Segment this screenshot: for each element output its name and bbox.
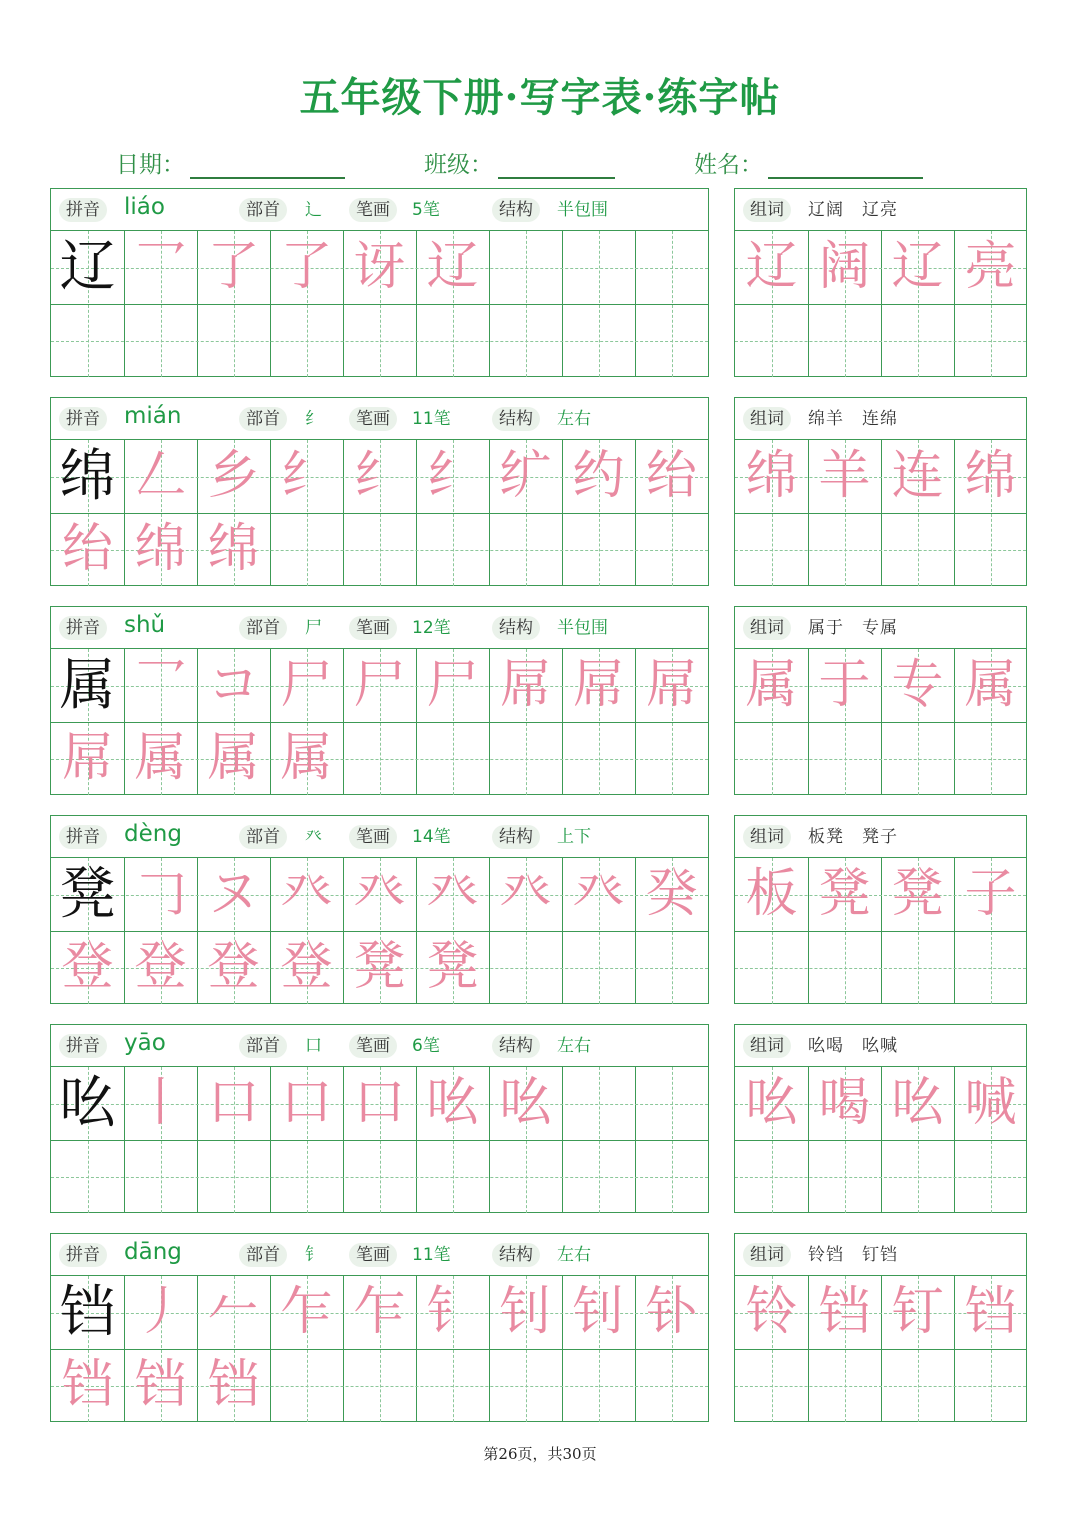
- stroke-step-character: 属: [134, 728, 187, 788]
- radical-value: 尸: [305, 618, 322, 638]
- char-practice-block: [50, 1233, 709, 1422]
- words-tag: 组词: [743, 616, 791, 640]
- strokes-tag: 笔画: [349, 407, 397, 431]
- stroke-step-character: 吆: [426, 1073, 479, 1133]
- grid-guide: [672, 231, 673, 377]
- stroke-step-character: 登: [61, 937, 114, 997]
- structure-value: 左右: [557, 409, 591, 429]
- stroke-step-character: 钅: [426, 1282, 479, 1342]
- word-writing-grid[interactable]: [735, 1276, 1026, 1421]
- stroke-step-character: 乍: [280, 1282, 333, 1342]
- word-practice-block: [734, 397, 1027, 586]
- word-practice-block: [734, 606, 1027, 795]
- stroke-step-character: 属: [207, 728, 260, 788]
- grid-guide: [735, 968, 1026, 969]
- strokes-value: 14笔: [412, 827, 451, 847]
- words-header: [735, 398, 1026, 440]
- stroke-step-character: 𠂉: [207, 1282, 260, 1342]
- structure-value: 左右: [557, 1245, 591, 1265]
- date-label: 日期：: [116, 152, 185, 178]
- word-writing-grid[interactable]: [735, 1067, 1026, 1212]
- class-field[interactable]: [424, 146, 493, 179]
- model-character: 吆: [59, 1071, 116, 1136]
- structure-tag: 结构: [492, 407, 540, 431]
- word-character: 铛: [964, 1282, 1017, 1342]
- radical-tag: 部首: [239, 616, 287, 640]
- stroke-step-character: 凳: [426, 937, 479, 997]
- stroke-step-character: 纟: [353, 446, 406, 506]
- name-line: [768, 177, 923, 179]
- model-character: 凳: [59, 862, 116, 927]
- structure-tag: 结构: [492, 1034, 540, 1058]
- word-writing-grid[interactable]: [735, 231, 1026, 376]
- words-tag: 组词: [743, 1243, 791, 1267]
- date-line: [190, 177, 345, 179]
- stroke-step-character: 𠃋: [134, 446, 187, 506]
- stroke-step-character: 钊: [572, 1282, 625, 1342]
- stroke-step-character: 凳: [353, 937, 406, 997]
- words-tag: 组词: [743, 407, 791, 431]
- word-character: 吆: [745, 1073, 798, 1133]
- stroke-step-character: 癶: [499, 864, 552, 924]
- stroke-step-character: 绵: [207, 519, 260, 579]
- word-character: 属: [745, 655, 798, 715]
- model-character: 辽: [59, 235, 116, 300]
- page-title: 五年级下册·写字表·练字帖: [299, 74, 781, 121]
- char-practice-block: [50, 397, 709, 586]
- char-practice-block: [50, 815, 709, 1004]
- word-character: 喝: [818, 1073, 871, 1133]
- pinyin-tag: 拼音: [59, 1034, 107, 1058]
- grid-guide: [735, 341, 1026, 342]
- word-character: 凳: [891, 864, 944, 924]
- pinyin-value: liáo: [124, 194, 165, 220]
- word-character: 子: [964, 864, 1017, 924]
- date-field[interactable]: [116, 146, 185, 179]
- stroke-step-character: 𠃌: [134, 864, 187, 924]
- stroke-step-character: 属: [280, 728, 333, 788]
- grid-guide: [599, 231, 600, 377]
- words-value: 吆喝 吆喊: [808, 1036, 898, 1056]
- pinyin-tag: 拼音: [59, 407, 107, 431]
- strokes-value: 11笔: [412, 409, 451, 429]
- pinyin-value: dāng: [124, 1239, 182, 1265]
- words-header: [735, 189, 1026, 231]
- stroke-step-character: 丿: [134, 1282, 187, 1342]
- stroke-step-character: 口: [280, 1073, 333, 1133]
- stroke-step-character: 口: [207, 1073, 260, 1133]
- pinyin-tag: 拼音: [59, 825, 107, 849]
- word-practice-block: [734, 188, 1027, 377]
- stroke-step-character: 屌: [645, 655, 698, 715]
- stroke-step-character: 钊: [499, 1282, 552, 1342]
- char-practice-block: [50, 1024, 709, 1213]
- radical-tag: 部首: [239, 198, 287, 222]
- word-character: 专: [891, 655, 944, 715]
- strokes-tag: 笔画: [349, 616, 397, 640]
- grid-line: [562, 231, 563, 377]
- stroke-step-character: 乛: [134, 655, 187, 715]
- model-character: 铛: [59, 1280, 116, 1345]
- char-info-header: [51, 607, 708, 649]
- strokes-tag: 笔画: [349, 198, 397, 222]
- stroke-step-character: 钋: [645, 1282, 698, 1342]
- stroke-step-character: 绵: [134, 519, 187, 579]
- strokes-tag: 笔画: [349, 1243, 397, 1267]
- stroke-step-character: 了: [280, 237, 333, 297]
- class-label: 班级：: [424, 152, 493, 178]
- char-info-header: [51, 1234, 708, 1276]
- class-line: [498, 177, 615, 179]
- char-info-header: [51, 189, 708, 231]
- word-character: 羊: [818, 446, 871, 506]
- stroke-step-character: 登: [207, 937, 260, 997]
- writing-grid[interactable]: [51, 440, 708, 585]
- stroke-step-character: 纩: [499, 446, 552, 506]
- word-character: 绵: [964, 446, 1017, 506]
- structure-tag: 结构: [492, 616, 540, 640]
- stroke-step-character: 癶: [572, 864, 625, 924]
- stroke-step-character: 纟: [426, 446, 479, 506]
- word-writing-grid[interactable]: [735, 440, 1026, 585]
- pinyin-tag: 拼音: [59, 616, 107, 640]
- structure-tag: 结构: [492, 198, 540, 222]
- radical-value: 癶: [305, 827, 322, 847]
- word-writing-grid[interactable]: [735, 649, 1026, 794]
- word-character: 铃: [745, 1282, 798, 1342]
- stroke-step-character: 口: [353, 1073, 406, 1133]
- word-character: 辽: [745, 237, 798, 297]
- pinyin-tag: 拼音: [59, 1243, 107, 1267]
- radical-value: 辶: [305, 200, 322, 220]
- stroke-step-character: 绐: [645, 446, 698, 506]
- words-header: [735, 1025, 1026, 1067]
- stroke-step-character: 尸: [280, 655, 333, 715]
- radical-value: 钅: [305, 1245, 322, 1265]
- words-tag: 组词: [743, 1034, 791, 1058]
- stroke-step-character: 丨: [134, 1073, 187, 1133]
- stroke-step-character: 铛: [134, 1355, 187, 1415]
- words-value: 板凳 凳子: [808, 827, 898, 847]
- stroke-step-character: 乛: [134, 237, 187, 297]
- strokes-value: 5笔: [412, 200, 440, 220]
- name-label: 姓名：: [694, 152, 763, 178]
- word-character: 亮: [964, 237, 1017, 297]
- stroke-step-character: 屌: [61, 728, 114, 788]
- word-character: 于: [818, 655, 871, 715]
- word-character: 绵: [745, 446, 798, 506]
- structure-tag: 结构: [492, 1243, 540, 1267]
- stroke-step-character: 乍: [353, 1282, 406, 1342]
- structure-tag: 结构: [492, 825, 540, 849]
- strokes-value: 11笔: [412, 1245, 451, 1265]
- word-character: 喊: [964, 1073, 1017, 1133]
- stroke-step-character: 癶: [353, 864, 406, 924]
- char-info-header: [51, 1025, 708, 1067]
- stroke-step-character: 乡: [207, 446, 260, 506]
- radical-tag: 部首: [239, 1034, 287, 1058]
- stroke-step-character: 登: [134, 937, 187, 997]
- strokes-tag: 笔画: [349, 825, 397, 849]
- radical-value: 口: [305, 1036, 322, 1056]
- structure-value: 半包围: [557, 200, 608, 220]
- word-character: 板: [745, 864, 798, 924]
- pinyin-value: mián: [124, 403, 182, 429]
- word-writing-grid[interactable]: [735, 858, 1026, 1003]
- writing-grid[interactable]: [51, 1276, 708, 1421]
- stroke-step-character: 癶: [280, 864, 333, 924]
- stroke-step-character: 尸: [426, 655, 479, 715]
- stroke-step-character: 登: [280, 937, 333, 997]
- radical-tag: 部首: [239, 825, 287, 849]
- words-tag: 组词: [743, 198, 791, 222]
- word-character: 铛: [818, 1282, 871, 1342]
- stroke-step-character: 铛: [207, 1355, 260, 1415]
- pinyin-tag: 拼音: [59, 198, 107, 222]
- strokes-value: 6笔: [412, 1036, 440, 1056]
- model-character: 属: [59, 653, 116, 718]
- words-header: [735, 1234, 1026, 1276]
- words-value: 辽阔 辽亮: [808, 200, 898, 220]
- page-footer: 第26页，共30页: [483, 1445, 597, 1463]
- char-info-header: [51, 816, 708, 858]
- structure-value: 上下: [557, 827, 591, 847]
- pinyin-value: dèng: [124, 821, 182, 847]
- strokes-value: 12笔: [412, 618, 451, 638]
- writing-grid[interactable]: [51, 231, 708, 376]
- word-character: 阔: [818, 237, 871, 297]
- word-character: 凳: [818, 864, 871, 924]
- stroke-step-character: 铛: [61, 1355, 114, 1415]
- grid-guide: [526, 231, 527, 377]
- word-practice-block: [734, 815, 1027, 1004]
- grid-line: [489, 231, 490, 377]
- structure-value: 半包围: [557, 618, 608, 638]
- pinyin-value: yāo: [124, 1030, 166, 1056]
- grid-line: [562, 1067, 563, 1213]
- grid-guide: [735, 550, 1026, 551]
- word-practice-block: [734, 1233, 1027, 1422]
- radical-value: 纟: [305, 409, 322, 429]
- word-character: 辽: [891, 237, 944, 297]
- writing-grid[interactable]: [51, 1067, 708, 1212]
- stroke-step-character: 了: [207, 237, 260, 297]
- model-character: 绵: [59, 444, 116, 509]
- name-field[interactable]: [694, 146, 763, 179]
- stroke-step-character: 吆: [499, 1073, 552, 1133]
- grid-guide: [672, 1067, 673, 1213]
- pinyin-value: shǔ: [124, 612, 166, 638]
- grid-guide: [735, 759, 1026, 760]
- words-header: [735, 607, 1026, 649]
- stroke-step-character: 讶: [353, 237, 406, 297]
- stroke-step-character: 约: [572, 446, 625, 506]
- char-practice-block: [50, 188, 709, 377]
- grid-line: [635, 231, 636, 377]
- writing-grid[interactable]: [51, 858, 708, 1003]
- char-info-header: [51, 398, 708, 440]
- grid-guide: [735, 1177, 1026, 1178]
- grid-guide: [599, 1067, 600, 1213]
- word-character: 吆: [891, 1073, 944, 1133]
- stroke-step-character: 绐: [61, 519, 114, 579]
- writing-grid[interactable]: [51, 649, 708, 794]
- word-character: 钉: [891, 1282, 944, 1342]
- stroke-step-character: ヌ: [207, 864, 260, 924]
- word-character: 属: [964, 655, 1017, 715]
- stroke-step-character: 屌: [572, 655, 625, 715]
- stroke-step-character: 屌: [499, 655, 552, 715]
- stroke-step-character: 尸: [353, 655, 406, 715]
- words-value: 属于 专属: [808, 618, 898, 638]
- stroke-step-character: 纟: [280, 446, 333, 506]
- word-practice-block: [734, 1024, 1027, 1213]
- structure-value: 左右: [557, 1036, 591, 1056]
- stroke-step-character: 辽: [426, 237, 479, 297]
- words-header: [735, 816, 1026, 858]
- word-character: 连: [891, 446, 944, 506]
- grid-line: [635, 1067, 636, 1213]
- strokes-tag: 笔画: [349, 1034, 397, 1058]
- grid-guide: [735, 1386, 1026, 1387]
- words-value: 绵羊 连绵: [808, 409, 898, 429]
- radical-tag: 部首: [239, 1243, 287, 1267]
- words-tag: 组词: [743, 825, 791, 849]
- words-value: 铃铛 钉铛: [808, 1245, 898, 1265]
- radical-tag: 部首: [239, 407, 287, 431]
- stroke-step-character: コ: [207, 655, 260, 715]
- stroke-step-character: 癶: [426, 864, 479, 924]
- stroke-step-character: 癸: [645, 864, 698, 924]
- char-practice-block: [50, 606, 709, 795]
